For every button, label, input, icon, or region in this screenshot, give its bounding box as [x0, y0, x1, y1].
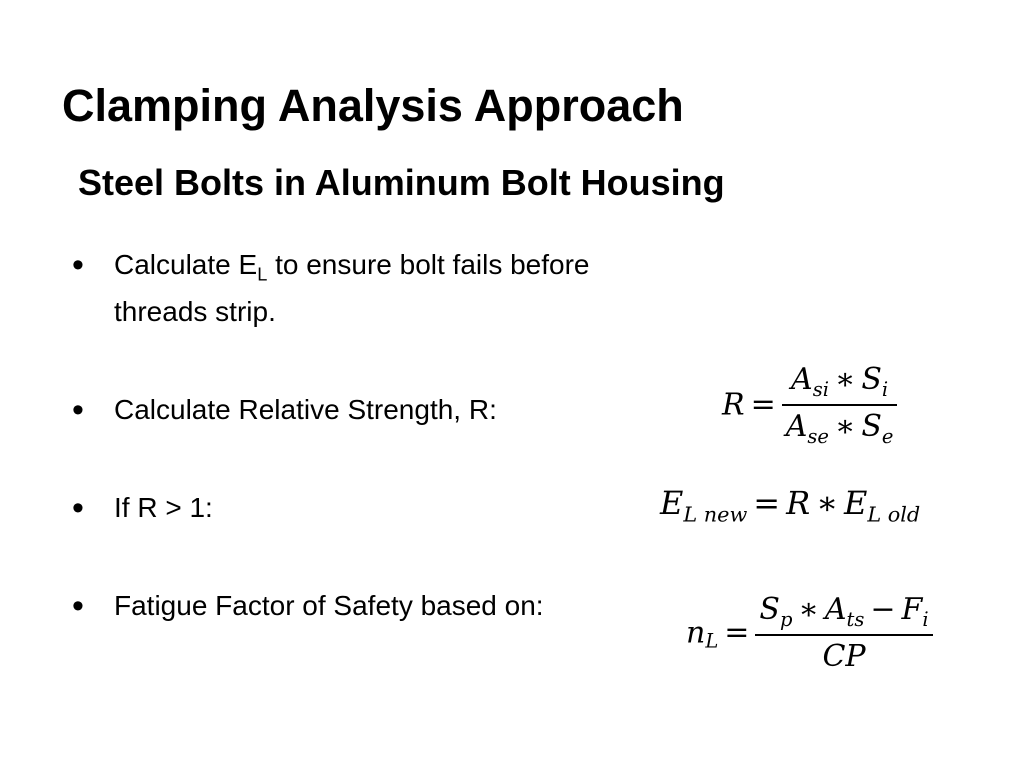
formula-el-new: [660, 484, 920, 526]
symbol-r: R: [786, 484, 811, 522]
symbol-s: S: [759, 592, 780, 627]
times-sign: ∗: [834, 362, 856, 397]
subscript-ts: ts: [846, 607, 865, 631]
fraction: [782, 362, 898, 448]
symbol-e: E: [843, 484, 868, 522]
equals-sign: =: [750, 387, 776, 423]
fraction-denominator: CP: [822, 638, 866, 674]
symbol-s: S: [861, 408, 882, 444]
fraction-numerator: [755, 592, 932, 636]
times-sign: ∗: [798, 592, 819, 627]
subscript-i: i: [881, 377, 889, 401]
subscript-p: p: [779, 607, 793, 631]
bullet-text: Calculate E: [114, 249, 258, 280]
formula-fatigue: [686, 592, 933, 674]
bullet-text-cont: to ensure bolt fails before threads strip.: [114, 249, 590, 328]
symbol-a: A: [824, 592, 847, 627]
symbol-a: A: [785, 408, 808, 444]
subscript-e: e: [881, 424, 894, 448]
subscript-l: L: [705, 629, 719, 653]
subscript-i: i: [922, 607, 929, 631]
minus-sign: −: [870, 592, 896, 627]
bullet-item-fatigue: • Fatigue Factor of Safety based on:: [72, 587, 614, 625]
subscript-l: L: [257, 264, 268, 285]
bullet-item-calculate-el: [72, 246, 614, 331]
symbol-f: F: [901, 592, 923, 627]
symbol-a: A: [791, 362, 813, 397]
formula-lhs: R: [722, 387, 745, 423]
fraction-numerator: [782, 362, 898, 406]
fraction-denominator: [782, 406, 898, 448]
equals-sign: =: [753, 484, 781, 522]
bullet-item-relative-strength: • Calculate Relative Strength, R:: [72, 391, 614, 429]
subscript-si: si: [812, 377, 829, 401]
slide-title: Clamping Analysis Approach: [62, 80, 684, 131]
bullet-list: [72, 246, 614, 685]
bullet-item-if-r: • If R > 1:: [72, 489, 614, 527]
times-sign: ∗: [816, 484, 838, 522]
fraction: [755, 592, 932, 674]
subscript-se: se: [807, 424, 829, 448]
slide-subtitle: Steel Bolts in Aluminum Bolt Housing: [78, 162, 725, 203]
subscript-l-old: L old: [867, 502, 921, 527]
symbol-n: n: [686, 615, 706, 651]
formula-relative-strength: [722, 362, 897, 448]
symbol-s: S: [861, 362, 882, 397]
symbol-e: E: [660, 484, 684, 522]
equals-sign: =: [724, 615, 750, 651]
times-sign: ∗: [834, 408, 856, 444]
subscript-l-new: L new: [683, 502, 748, 527]
